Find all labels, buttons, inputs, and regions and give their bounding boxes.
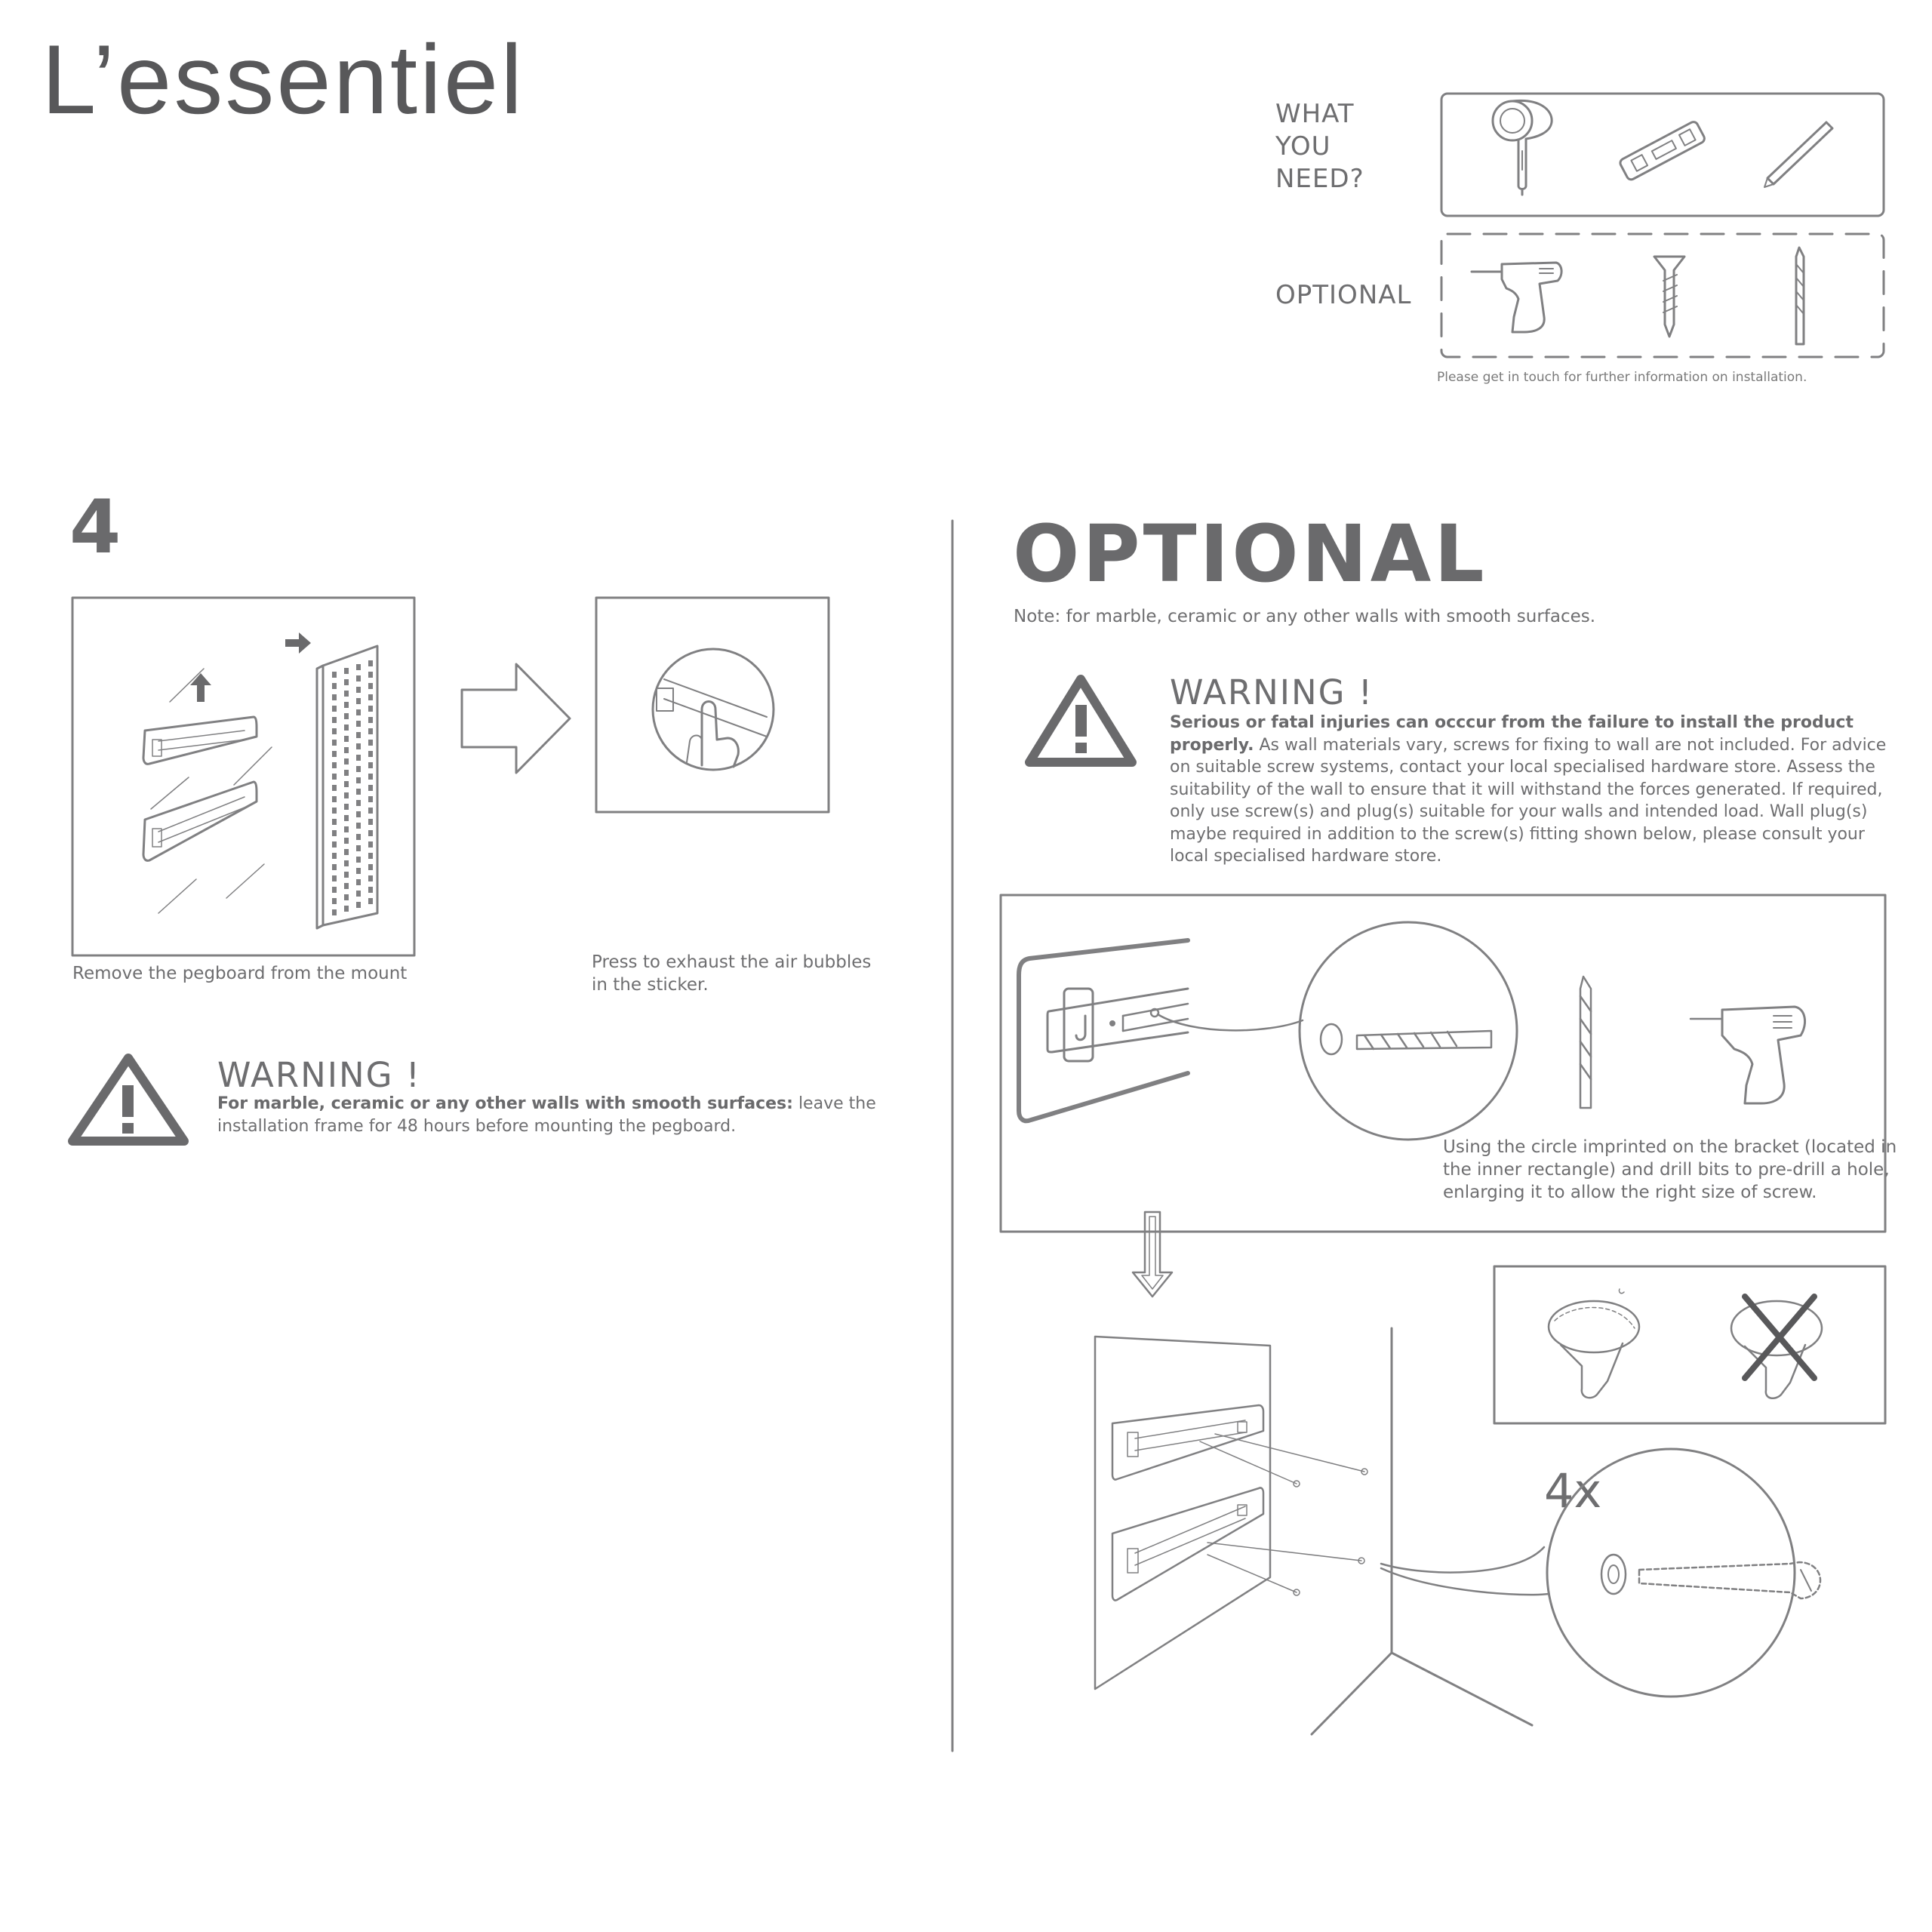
- drill-bit-standing-icon: [1580, 977, 1591, 1108]
- peg-hole: [368, 819, 373, 825]
- drill-icon: [1472, 263, 1561, 332]
- peg-hole: [356, 766, 361, 772]
- screw-zoom-callout: [1381, 1547, 1549, 1595]
- peg-hole: [332, 785, 337, 791]
- peg-hole: [356, 868, 361, 874]
- peg-hole: [344, 724, 349, 731]
- optional-title: OPTIONAL: [1013, 508, 1487, 600]
- optional-warning-line-7: local specialised hardware store.: [1170, 847, 1442, 866]
- peg-hole: [332, 887, 337, 893]
- peg-hole: [332, 819, 337, 825]
- peg-hole: [356, 811, 361, 817]
- peg-hole: [332, 762, 337, 768]
- peg-hole: [344, 747, 349, 753]
- peg-hole: [356, 834, 361, 840]
- peg-hole: [368, 694, 373, 700]
- peg-hole: [344, 906, 349, 912]
- screw-zoom-circle: [1547, 1449, 1795, 1697]
- brand-logo: L’essentiel: [42, 24, 525, 134]
- level-tool-icon: [1619, 120, 1706, 180]
- peg-hole: [356, 777, 361, 783]
- optional-warning-title: WARNING !: [1170, 672, 1374, 712]
- peg-hole: [368, 774, 373, 780]
- peg-hole: [356, 879, 361, 885]
- peg-hole: [356, 721, 361, 727]
- peg-hole: [332, 841, 337, 848]
- peg-hole: [344, 668, 349, 674]
- peg-hole: [332, 694, 337, 700]
- peg-hole: [356, 743, 361, 749]
- peg-hole: [368, 660, 373, 666]
- peg-hole: [344, 679, 349, 685]
- peg-hole: [356, 845, 361, 851]
- peg-hole: [332, 864, 337, 870]
- peg-hole: [368, 796, 373, 802]
- required-tools-box: [1441, 94, 1884, 216]
- peg-hole: [356, 891, 361, 897]
- peg-hole: [332, 830, 337, 836]
- peg-hole: [332, 875, 337, 881]
- peg-hole: [356, 709, 361, 715]
- peg-hole: [368, 808, 373, 814]
- peg-hole: [344, 860, 349, 866]
- pencil-icon: [1764, 122, 1832, 187]
- right-arrow-icon: [285, 632, 311, 654]
- peg-hole: [332, 853, 337, 859]
- peg-hole: [344, 815, 349, 821]
- peg-hole: [368, 864, 373, 870]
- peg-hole: [344, 872, 349, 878]
- peg-hole: [344, 838, 349, 844]
- peg-hole: [356, 902, 361, 908]
- step4-warning-tail: leave the: [792, 1094, 876, 1113]
- step4-warning-line2: installation frame for 48 hours before mounting the pegboard.: [217, 1116, 737, 1136]
- incorrect-plug-icon: [1731, 1301, 1822, 1398]
- peg-hole: [356, 675, 361, 681]
- peg-hole: [368, 672, 373, 678]
- zoom-callout-line: [1158, 1014, 1303, 1030]
- press-caption-line-1: Press to exhaust the air bubbles: [592, 952, 872, 972]
- peg-hole: [356, 857, 361, 863]
- peg-hole: [368, 887, 373, 893]
- optional-warning-line-5: only use screw(s) and plug(s) suitable for your walls and intended load. Wall plug(s): [1170, 802, 1868, 821]
- peg-hole: [368, 717, 373, 723]
- drill-bit-closeup: [1321, 1024, 1491, 1054]
- what-you-need-line-1: WHAT: [1275, 99, 1355, 129]
- mount-bracket-lower: [143, 782, 257, 860]
- press-hand-illustration: [653, 649, 774, 770]
- peg-hole: [332, 717, 337, 723]
- bracket-closeup: [1019, 940, 1188, 1121]
- up-arrow-icon: [190, 673, 211, 702]
- screw-icon: [1654, 257, 1684, 337]
- peg-hole: [344, 804, 349, 810]
- room-corner: [1312, 1328, 1532, 1734]
- peg-hole: [344, 758, 349, 764]
- peg-hole: [344, 826, 349, 832]
- optional-warning-bold-1: Serious or fatal injuries can occcur from the failure to install the product: [1170, 713, 1854, 732]
- what-you-need-line-3: NEED?: [1275, 164, 1364, 194]
- peg-hole: [368, 853, 373, 859]
- peg-hole: [332, 796, 337, 802]
- peg-hole: [356, 789, 361, 795]
- plug-comparison-box: [1494, 1266, 1885, 1423]
- step4-warning-icon: [72, 1058, 184, 1141]
- peg-hole: [332, 683, 337, 689]
- peg-hole: [344, 736, 349, 742]
- peg-hole: [356, 800, 361, 806]
- optional-warning-line-4: suitability of the wall to ensure that it will withstand the forces generated. If required,: [1170, 780, 1883, 799]
- peg-hole: [356, 823, 361, 829]
- installation-footnote: Please get in touch for further information on installation.: [1437, 370, 1807, 385]
- peg-hole: [356, 755, 361, 761]
- peg-hole: [344, 770, 349, 776]
- peg-hole: [332, 898, 337, 904]
- peg-hole: [356, 687, 361, 693]
- peg-hole: [368, 728, 373, 734]
- peg-hole: [368, 706, 373, 712]
- peg-hole: [368, 841, 373, 848]
- optional-warning-bold-2: properly.: [1170, 735, 1254, 755]
- down-arrow-icon: [1133, 1212, 1172, 1297]
- peg-hole: [344, 781, 349, 787]
- peg-hole: [356, 732, 361, 738]
- peg-hole: [368, 751, 373, 757]
- drill-caption-line-1: Using the circle imprinted on the bracket (located in: [1443, 1137, 1897, 1157]
- drill-bit-icon: [1796, 248, 1804, 344]
- what-you-need-line-2: YOU: [1275, 131, 1331, 162]
- peg-hole: [332, 808, 337, 814]
- peg-hole: [356, 664, 361, 670]
- optional-warning-line-6: maybe required in addition to the screw(s) fitting shown below, please consult your: [1170, 824, 1865, 844]
- peg-hole: [344, 792, 349, 798]
- peg-hole: [332, 751, 337, 757]
- optional-tools-box: [1441, 234, 1884, 357]
- peg-hole: [332, 774, 337, 780]
- peg-hole: [368, 898, 373, 904]
- drill-caption-line-3: enlarging it to allow the right size of screw.: [1443, 1183, 1817, 1202]
- peg-hole: [356, 698, 361, 704]
- pegboard-holes: [332, 660, 373, 915]
- screw-closeup: [1601, 1555, 1820, 1598]
- step4-warning-title: WARNING !: [217, 1055, 421, 1095]
- peg-hole: [368, 830, 373, 836]
- peg-hole: [332, 672, 337, 678]
- peg-hole: [368, 875, 373, 881]
- step-number: 4: [69, 485, 122, 571]
- optional-warning-icon: [1029, 679, 1132, 762]
- optional-warning-line-3: on suitable screw systems, contact your local specialised hardware store. Assess the: [1170, 758, 1875, 777]
- power-drill-icon: [1690, 1007, 1805, 1103]
- peg-hole: [332, 706, 337, 712]
- peg-hole: [332, 909, 337, 915]
- mount-bracket-upper: [143, 717, 257, 764]
- cross-mark-icon: [1745, 1297, 1814, 1378]
- press-bubbles-frame: [596, 598, 829, 812]
- step4-caption-remove: Remove the pegboard from the mount: [72, 964, 408, 983]
- peg-hole: [344, 849, 349, 855]
- optional-warning-rest-2: As wall materials vary, screws for fixing to wall are not included. For advice: [1254, 735, 1887, 755]
- optional-tools-label: OPTIONAL: [1275, 280, 1412, 310]
- step4-warning-bold: For marble, ceramic or any other walls with smooth surfaces:: [217, 1094, 793, 1113]
- mount-bracket-wall-upper: [1112, 1405, 1263, 1480]
- optional-note: Note: for marble, ceramic or any other walls with smooth surfaces.: [1014, 607, 1596, 626]
- peg-hole: [344, 883, 349, 889]
- hair-dryer-icon: [1493, 100, 1552, 195]
- drill-caption-line-2: the inner rectangle) and drill bits to pre-drill a hole,: [1443, 1160, 1890, 1180]
- peg-hole: [368, 785, 373, 791]
- peg-hole: [332, 740, 337, 746]
- press-caption-line-2: in the sticker.: [592, 975, 709, 995]
- peg-hole: [368, 683, 373, 689]
- peg-hole: [344, 702, 349, 708]
- next-step-arrow: [462, 664, 570, 773]
- peg-hole: [344, 691, 349, 697]
- peg-hole: [332, 728, 337, 734]
- peg-hole: [344, 894, 349, 900]
- peg-hole: [368, 740, 373, 746]
- wall-shading-lines: [151, 747, 272, 913]
- mount-bracket-wall-lower: [1112, 1487, 1263, 1600]
- correct-plug-icon: [1549, 1289, 1639, 1398]
- peg-hole: [368, 762, 373, 768]
- peg-hole: [344, 713, 349, 719]
- screw-count-label: 4x: [1544, 1463, 1602, 1518]
